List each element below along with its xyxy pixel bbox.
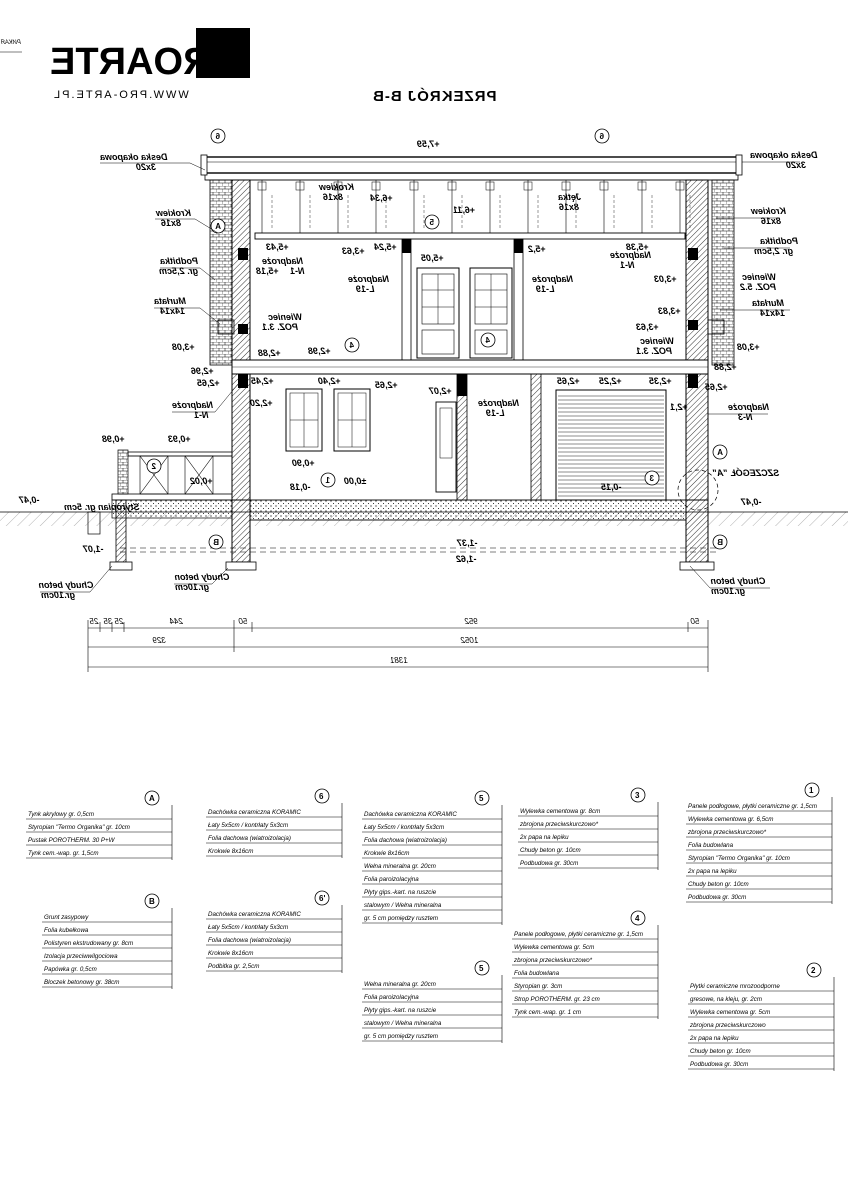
level-308-right: +3,08 xyxy=(737,342,760,352)
legend-line: Panele podłogowe, płytki ceramiczne gr. 1,5cm xyxy=(514,931,644,938)
tag-label: A xyxy=(717,448,723,457)
tag-label: B xyxy=(717,538,723,547)
legend-line: Tynk cem.-wap. gr. 1,5cm xyxy=(28,850,99,857)
legend-line: Grunt zasypowy xyxy=(44,914,89,921)
legend-line: Strop POROTHERM. gr. 23 cm xyxy=(514,996,600,1003)
legend-line: Panele podłogowe, płytki ceramiczne gr. 1,5cm xyxy=(688,803,818,810)
label-deska-right: Deska okapowa xyxy=(750,150,818,160)
level-265-right: +2,65 xyxy=(556,376,580,386)
tag-label: 5 xyxy=(429,218,434,227)
dim-1381: 1381 xyxy=(390,656,408,665)
legend-line: Folia dachowa (wiatroizolacja) xyxy=(208,835,291,842)
legend-block xyxy=(42,894,172,989)
level-207: +2,07 xyxy=(428,386,452,396)
tag-label: 2 xyxy=(151,462,156,471)
level-098: +0,98 xyxy=(102,434,125,444)
legend-tag: 2 xyxy=(811,966,816,975)
label-podbitka-left-size: gr. 2,5cm xyxy=(159,266,199,276)
legend-tag: 5 xyxy=(479,964,484,973)
legend-line: Folia kubełkowa xyxy=(44,927,89,934)
legend-line: Bloczek betonowy gr. 38cm xyxy=(44,979,120,986)
legend-block xyxy=(686,783,832,904)
level-m107: -1,07 xyxy=(82,544,104,554)
label-nadproze-n1-right-type: N-1 xyxy=(620,260,635,270)
materials-legend xyxy=(26,783,834,1071)
label-jetka: Jętka xyxy=(558,192,582,202)
legend-tag: 6 xyxy=(319,792,324,801)
level-288-right: +2,88 xyxy=(714,362,737,372)
label-krokiew-right-size: 8x16 xyxy=(760,216,782,226)
legend-line: gresowe, na kleju, gr. 2cm xyxy=(690,996,762,1003)
level-m047-right: -0,47 xyxy=(740,497,762,507)
level-543: +5,43 xyxy=(266,242,289,252)
label-styropian: Styropian gr. 5cm xyxy=(64,502,140,512)
label-chudy-right-size: gr.10cm xyxy=(711,586,746,596)
legend-line: Folia dachowa (wiatroizolacja) xyxy=(208,937,291,944)
level-308-left: +3,08 xyxy=(172,342,195,352)
label-murlata-left: Murłata xyxy=(154,296,187,306)
dim-35: 35 xyxy=(103,617,113,626)
legend-line: Wylewka cementowa gr. 5cm xyxy=(690,1009,771,1016)
label-murlata-right: Murłata xyxy=(752,298,785,308)
label-nadproze-n1-ground-type: N-1 xyxy=(194,410,209,420)
label-nadproze-l19-b: Nadproże xyxy=(532,274,574,284)
level-538: +5,38 xyxy=(626,242,649,252)
legend-line: Wełna mineralna gr. 20cm xyxy=(364,863,436,870)
page-title: PRZEKRÓJ B-B xyxy=(372,88,497,105)
level-000: ±0,00 xyxy=(344,476,367,486)
label-nadproze-n3: Nadproże xyxy=(728,402,770,412)
level-265-mid: +2,65 xyxy=(374,380,398,390)
legend-line: Wełna mineralna gr. 20cm xyxy=(364,981,436,988)
legend-line: stalowym / Wełna mineralna xyxy=(364,902,442,909)
legend-line: Łaty 5x5cm / kontrłaty 5x3cm xyxy=(208,822,289,829)
level-235: +2,35 xyxy=(648,376,672,386)
legend-line: Polistyren ekstrudowany gr. 8cm xyxy=(44,940,134,947)
legend-line: Dachówka ceramiczna KORAMIC xyxy=(208,809,301,816)
tag-A-left xyxy=(211,219,225,233)
label-krokiew-top-size: 8x16 xyxy=(322,192,344,202)
tag-label: 4 xyxy=(485,336,490,345)
legend-line: Krokwie 8x16cm xyxy=(208,848,254,855)
legend-block xyxy=(362,791,502,925)
legend-line: Chudy beton gr. 10cm xyxy=(520,847,581,854)
legend-block xyxy=(688,963,834,1071)
tag-6-right xyxy=(595,129,609,143)
label-nadproze-l19-b-type: L-19 xyxy=(536,284,555,294)
legend-line: stalowym / Wełna mineralna xyxy=(364,1020,442,1027)
label-chudy-right: Chudy beton xyxy=(710,576,766,586)
legend-line: Folia dachowa (wiatroizolacja) xyxy=(364,837,447,844)
dim-1052: 1052 xyxy=(460,636,479,645)
tag-B-left xyxy=(209,535,223,549)
level-21: +2,1 xyxy=(670,402,688,412)
legend-block xyxy=(206,891,342,973)
legend-line: 2x papa na lepiku xyxy=(688,868,737,875)
label-chudy-mid-size: gr.10cm xyxy=(175,582,210,592)
legend-line: Papówka gr. 0,5cm xyxy=(44,966,97,973)
tag-label: 1 xyxy=(325,476,330,485)
legend-line: Styropian "Termo Organika" gr. 10cm xyxy=(28,824,130,831)
tag-6-left xyxy=(211,129,225,143)
legend-line: 2x papa na lepiku xyxy=(520,834,569,841)
level-298: +2,98 xyxy=(308,346,331,356)
label-wieniec-right2-pos: POZ. 3.1 xyxy=(636,346,673,356)
label-wieniec-right: Wieniec xyxy=(742,272,776,282)
legend-tag: 6' xyxy=(319,894,326,903)
legend-line: Styropian gr. 3cm xyxy=(514,983,563,990)
legend-line: gr. 5 cm pomiędzy rusztem xyxy=(364,915,439,922)
legend-line: zbrojona przeciwskurczowo* xyxy=(520,821,599,828)
label-nadproze-n1-left-type: N-1 xyxy=(290,266,305,276)
legend-line: Krokwie 8x16cm xyxy=(208,950,254,957)
legend-line: Izolacja przeciwwilgociowa xyxy=(44,953,118,960)
legend-block xyxy=(512,911,658,1019)
label-nadproze-l19-c-type: L-19 xyxy=(486,408,505,418)
label-deska-left-size: 3x20 xyxy=(136,162,157,172)
terrace xyxy=(112,450,232,500)
level-265-left: +2,65 xyxy=(196,378,220,388)
legend-line: Dachówka ceramiczna KORAMIC xyxy=(208,911,301,918)
level-240: +2,40 xyxy=(318,376,341,386)
dim-25b: 25 xyxy=(114,617,124,626)
level-002: +0,02 xyxy=(190,476,213,486)
tag-3 xyxy=(645,471,659,485)
label-nadproze-n1-right: Nadproże xyxy=(610,250,652,260)
legend-line: Folia budowlana xyxy=(514,970,560,977)
tag-B-right xyxy=(713,535,727,549)
level-383: +3,83 xyxy=(658,306,681,316)
fragment-text: РИКАЯ xyxy=(0,40,21,46)
legend-tag: 4 xyxy=(635,914,640,923)
level-220: +2,20 xyxy=(250,398,273,408)
legend-line: Łaty 5x5cm / kontrłaty 5x3cm xyxy=(364,824,445,831)
legend-line: Płyty gips.-kart. na ruszcie xyxy=(364,889,437,896)
legend-block xyxy=(26,791,172,860)
tag-label: 6 xyxy=(599,132,604,141)
label-szczegol: SZCZEGÓŁ "A" xyxy=(712,468,780,478)
label-podbitka-left: Podbitka xyxy=(160,256,199,266)
label-nadproze-n3-type: N-3 xyxy=(738,412,753,422)
legend-line: Podbitka gr. 2,5cm xyxy=(208,963,260,970)
label-nadproze-n1-left: Nadproże xyxy=(262,256,304,266)
dim-50b: 50 xyxy=(690,617,700,626)
label-krokiew-left: Krokiew xyxy=(155,208,192,218)
dim-952: 952 xyxy=(464,617,478,626)
dimension-values xyxy=(89,617,699,665)
legend-line: Podbudowa gr. 30cm xyxy=(688,894,747,901)
level-611: +6,11 xyxy=(453,205,476,215)
dim-244: 244 xyxy=(169,617,183,626)
tag-label: 3 xyxy=(649,474,654,483)
legend-line: zbrojona przeciwskurczowo* xyxy=(688,829,767,836)
legend-tag: A xyxy=(149,794,155,803)
legend-tag: 1 xyxy=(809,786,814,795)
label-krokiew-top: Krokiew xyxy=(318,182,355,192)
legend-line: zbrojona przeciwskurczowo xyxy=(690,1022,766,1029)
tag-2 xyxy=(147,459,161,473)
legend-line: Chudy beton gr. 10cm xyxy=(690,1048,751,1055)
level-52: +5,2 xyxy=(528,244,546,254)
level-634: +6,34 xyxy=(370,193,393,203)
label-krokiew-left-size: 8x16 xyxy=(160,218,182,228)
level-363: +3,63 xyxy=(342,246,365,256)
legend-line: Tynk akrylowy gr. 0,5cm xyxy=(28,811,95,818)
label-wieniec-right2: Wieniec xyxy=(640,336,674,346)
legend-line: gr. 5 cm pomiędzy rusztem xyxy=(364,1033,439,1040)
tag-label: 6 xyxy=(215,132,220,141)
legend-line: Wylewka cementowa gr. 6,5cm xyxy=(688,816,774,823)
level-524: +5,24 xyxy=(374,242,397,252)
level-m015: -0,15 xyxy=(600,482,622,492)
level-518: +5,18 xyxy=(256,266,279,276)
level-m018: -0,18 xyxy=(290,482,311,492)
tag-5 xyxy=(425,215,439,229)
level-288-left: +2,88 xyxy=(258,348,281,358)
website-text: WWW.PRO-ARTE.PL xyxy=(52,89,189,101)
legend-line: Płytki ceramiczne mrozoodporne xyxy=(690,983,780,990)
legend-line: Łaty 5x5cm / kontrłaty 5x3cm xyxy=(208,924,289,931)
level-303: +3,03 xyxy=(654,274,677,284)
level-505: +5,05 xyxy=(420,253,444,263)
label-murlata-right-size: 14x14 xyxy=(760,308,786,318)
level-m162: -1,62 xyxy=(456,554,477,564)
legend-block xyxy=(206,789,342,858)
legend-line: Podbudowa gr. 30cm xyxy=(690,1061,749,1068)
legend-block xyxy=(362,961,502,1043)
label-deska-right-size: 3x20 xyxy=(786,160,807,170)
label-deska-left: Deska okapowa xyxy=(100,152,168,162)
legend-line: Folia paroizolacyjna xyxy=(364,994,419,1001)
label-wieniec-left: Wieniec xyxy=(268,312,302,322)
legend-line: zbrojona przeciwskurczowo* xyxy=(514,957,593,964)
level-ridge: +7,59 xyxy=(417,139,440,149)
legend-line: Podbudowa gr. 30cm xyxy=(520,860,579,867)
tag-4-right xyxy=(481,333,495,347)
legend-line: Wylewka cementowa gr. 5cm xyxy=(514,944,595,951)
legend-line: Pustak POROTHERM. 30 P+W xyxy=(28,837,115,844)
lower-windows xyxy=(286,389,456,492)
level-093: +0,93 xyxy=(168,434,191,444)
label-nadproze-l19-a: Nadproże xyxy=(348,274,390,284)
legend-line: Krokwie 8x16cm xyxy=(364,850,410,857)
level-363b: +3,63 xyxy=(636,322,659,332)
legend-tag: B xyxy=(149,897,155,906)
label-podbitka-right: Podbitka xyxy=(760,236,799,246)
dim-329: 329 xyxy=(152,636,166,645)
legend-line: Tynk cem.-wap. gr. 1 cm xyxy=(514,1009,582,1016)
logo xyxy=(0,28,250,101)
label-nadproze-l19-a-type: L-19 xyxy=(356,284,375,294)
level-m047-left: -0,47 xyxy=(18,495,40,505)
level-296: +2,96 xyxy=(190,366,214,376)
label-chudy-left: Chudy beton xyxy=(38,580,94,590)
level-225: +2,25 xyxy=(598,376,622,386)
legend-line: Dachówka ceramiczna KORAMIC xyxy=(364,811,457,818)
label-jetka-size: 8x16 xyxy=(558,202,580,212)
tag-label: B xyxy=(213,538,219,547)
dim-25: 25 xyxy=(89,617,99,626)
tag-A-right xyxy=(713,445,727,459)
legend-line: Chudy beton gr. 10cm xyxy=(688,881,749,888)
tag-4-left xyxy=(345,338,359,352)
legend-tag: 3 xyxy=(635,791,640,800)
level-m137: -1,37 xyxy=(456,538,478,548)
legend-line: Płyty gips.-kart. na ruszcie xyxy=(364,1007,437,1014)
label-nadproze-l19-c: Nadproże xyxy=(478,398,520,408)
label-wieniec-left-pos: POZ. 3.1 xyxy=(262,322,299,332)
legend-block xyxy=(518,788,658,870)
legend-line: Folia budowlana xyxy=(688,842,734,849)
logo-text: PROARTE xyxy=(50,41,236,83)
upper-doors xyxy=(417,268,512,358)
legend-line: Folia paroizolacyjna xyxy=(364,876,419,883)
label-chudy-mid: Chudy beton xyxy=(174,572,230,582)
legend-line: Wylewka cementowa gr. 8cm xyxy=(520,808,601,815)
label-wieniec-right-pos: POZ. 5.2 xyxy=(740,282,777,292)
legend-tag: 5 xyxy=(479,794,484,803)
tag-1 xyxy=(321,473,335,487)
label-podbitka-right-size: gr. 2,5cm xyxy=(754,246,794,256)
tag-label: A xyxy=(215,222,221,231)
dim-50a: 50 xyxy=(238,617,248,626)
level-090: +0,90 xyxy=(292,458,315,468)
label-chudy-left-size: gr.10cm xyxy=(41,590,76,600)
label-murlata-left-size: 14x14 xyxy=(160,306,186,316)
label-krokiew-right: Krokiew xyxy=(750,206,787,216)
level-245: +2,45 xyxy=(250,376,274,386)
level-265-far-right: +2,65 xyxy=(704,382,728,392)
legend-line: Styropian "Termo Organika" gr. 10cm xyxy=(688,855,790,862)
tag-label: 4 xyxy=(349,341,354,350)
roof xyxy=(201,155,742,239)
label-nadproze-n1-ground: Nadproże xyxy=(172,400,214,410)
legend-line: 2x papa na lepiku xyxy=(690,1035,739,1042)
